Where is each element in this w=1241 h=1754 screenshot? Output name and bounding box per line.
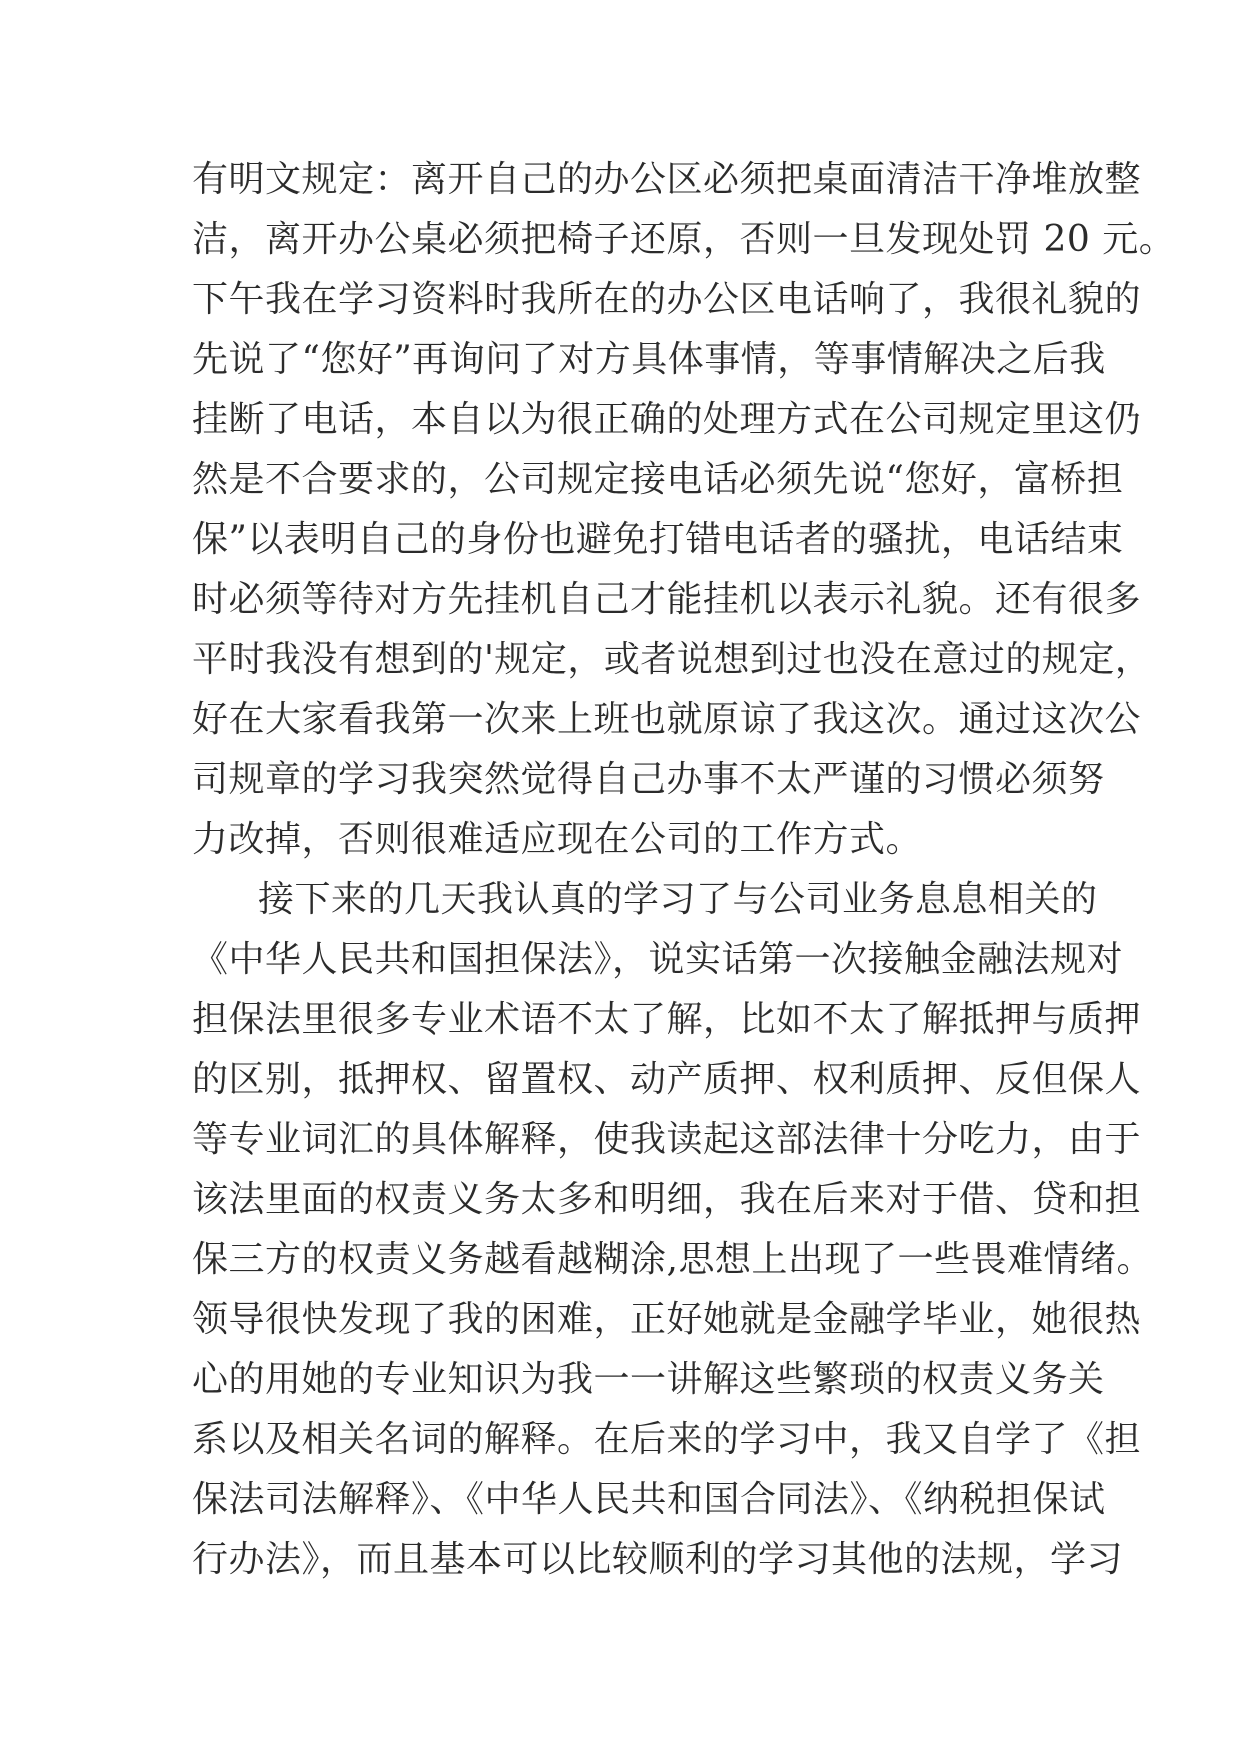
paragraph [192, 870, 1153, 1590]
text-line: 挂断了电话，本自以为很正确的处理方式在公司规定里这仍 [192, 399, 1142, 440]
body-text [192, 150, 1176, 1590]
text-line: 司规章的学习我突然觉得自己办事不太严谨的习惯必须努 [192, 759, 1105, 800]
text-line: 系以及相关名词的解释。在后来的学习中，我又自学了《担 [192, 1419, 1142, 1460]
text-line: 保法司法解释》、《中华人民共和国合同法》、《纳税担保试 [192, 1479, 1106, 1520]
text-line: 《中华人民共和国担保法》，说实话第一次接触金融法规对 [192, 939, 1124, 980]
text-line: 该法里面的权责义务太多和明细，我在后来对于借、贷和担 [192, 1179, 1142, 1220]
text-line: 担保法里很多专业术语不太了解，比如不太了解抵押与质押 [192, 999, 1142, 1040]
text-line: 然是不合要求的，公司规定接电话必须先说“您好，富桥担 [192, 459, 1124, 500]
text-line: 先说了“您好”再询问了对方具体事情，等事情解决之后我 [192, 339, 1106, 380]
text-line: 接下来的几天我认真的学习了与公司业务息息相关的 [258, 879, 1098, 920]
text-line: 洁，离开办公桌必须把椅子还原，否则一旦发现处罚 20 元。 [192, 219, 1176, 260]
paragraph [192, 150, 1176, 870]
text-line: 保”以表明自己的身份也避免打错电话者的骚扰，电话结束 [192, 519, 1124, 560]
text-line: 行办法》，而且基本可以比较顺利的学习其他的法规，学习 [192, 1539, 1124, 1580]
text-line: 时必须等待对方先挂机自己才能挂机以表示礼貌。还有很多 [192, 579, 1142, 620]
text-line: 力改掉，否则很难适应现在公司的工作方式。 [192, 819, 923, 860]
text-line: 领导很快发现了我的困难，正好她就是金融学毕业，她很热 [192, 1299, 1142, 1340]
text-line: 保三方的权责义务越看越糊涂,思想上出现了一些畏难情绪。 [192, 1239, 1153, 1280]
text-line: 的区别，抵押权、留置权、动产质押、权利质押、反但保人 [192, 1059, 1142, 1100]
text-line: 好在大家看我第一次来上班也就原谅了我这次。通过这次公 [192, 699, 1142, 740]
text-line: 有明文规定：离开自己的办公区必须把桌面清洁干净堆放整 [192, 159, 1142, 200]
text-line: 平时我没有想到的'规定，或者说想到过也没在意过的规定， [192, 639, 1152, 680]
text-line: 心的用她的专业知识为我一一讲解这些繁琐的权责义务关 [192, 1359, 1105, 1400]
text-line: 下午我在学习资料时我所在的办公区电话响了，我很礼貌的 [192, 279, 1142, 320]
text-line: 等专业词汇的具体解释，使我读起这部法律十分吃力，由于 [192, 1119, 1142, 1160]
